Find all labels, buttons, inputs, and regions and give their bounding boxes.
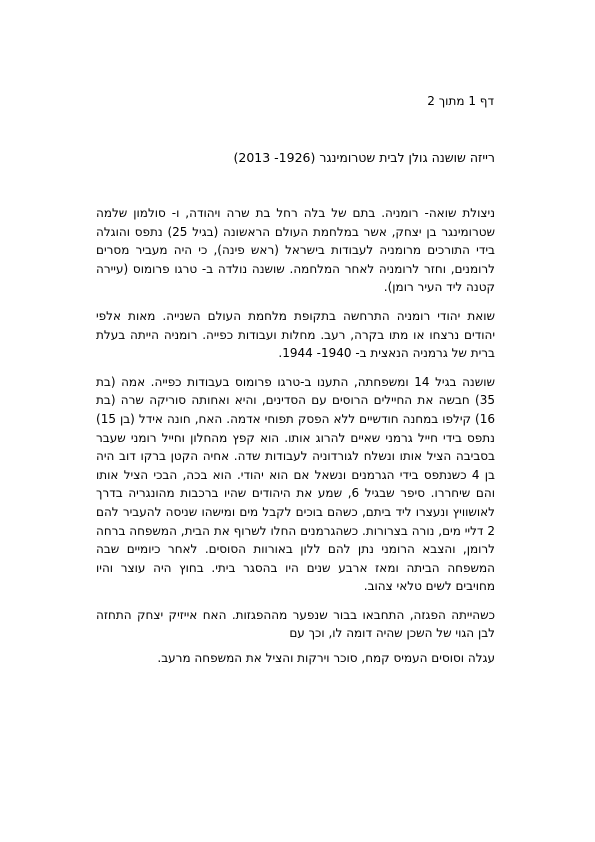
page-counter: דף 1 מתוך 2: [427, 94, 494, 108]
document-title: רייזה שושנה גולן לבית שטרומינגר (1926- 2013): [233, 150, 495, 165]
paragraph-5: עגלה וסוסים העמיס קמח, סוכר וירקות והציל את המשפחה מרעב.: [157, 651, 495, 666]
paragraph-2: שואת יהודי רומניה התרחשה בתקופת מלחמת העולם השנייה. מאות אלפי יהודים נרצחו או מתו בקרה, רעב. מחלות ועבודות כפייה. רומניה הייתה בעלת ברית של גרמניה הנאצית ב- 1940- 1944.: [96, 308, 495, 361]
document-body: [96, 204, 495, 678]
paragraph-3: שושנה בגיל 14 ומשפחתה, התענו ב-טרגו פרומוס בעבודות כפייה. אמה (בת 35) חבשה את החיילים הרוסים עם הסדינים, והיא ואחותה סוריקה שרה (בת 16) קילפו במחנה חודשיים ללא הפסק תפוחי אדמה. האח, חונה אידל (בן 15) נתפס בידי חייל גרמני שאיים להרוג אותו. הוא קפץ מהחלון וחייל רומני שעבר בסביבה הציל אותו ונשלח לגורדוניה לעבודות שדה. אחיה הקטן ברקו דוב היה בן 4 כשנתפס בידי הגרמנים ונשאל אם הוא יהודי. הוא בכה, הבכי הציל אותו והם שיחררו. סיפר שבגיל 6, שמע את היהודים שהיו ברכבות מהונגריה בדרך לאושוויץ ונעצרו ליד ביתם, כשהם בוכים לקבל מים ומישהו שניסה להעביר להם 2 דליי מים, נורה בצרורות. כשהגרמנים החלו לשרוף את הבית, המשפחה ברחה לרומן, והצבא הרומני נתן להם ללון באורוות הסוסים. לאחר כיומיים שבה המשפחה הביתה ומאז ארבע שנים היו בהסגר ביתי. בחוץ היה עוצר והיו מחויבים לשים טלאי צהוב.: [96, 374, 495, 594]
paragraph-1: ניצולת שואה- רומניה. בתם של בלה רחל בת שרה ויהודה, ו- סולמון שלמה שטרומינגר בן יצחק, אשר במלחמת העולם הראשונה (בגיל 25) נתפס והוגלה בידי התורכים מרומניה לעבודות בישראל (ראש פינה), כי היה מעביר מסרים לרומנים, וחזר לרומניה לאחר המלחמה. שושנה נולדה ב- טרגו פרומוס (עיירה קטנה ליד העיר רומן).: [96, 206, 495, 295]
paragraph-4: כשהייתה הפגזה, התחבאו בבור שנפער מההפגזות. האח אייזיק יצחק התחזה לבן הגוי של השכן שהיה דומה לו, וכך עם: [96, 607, 495, 641]
